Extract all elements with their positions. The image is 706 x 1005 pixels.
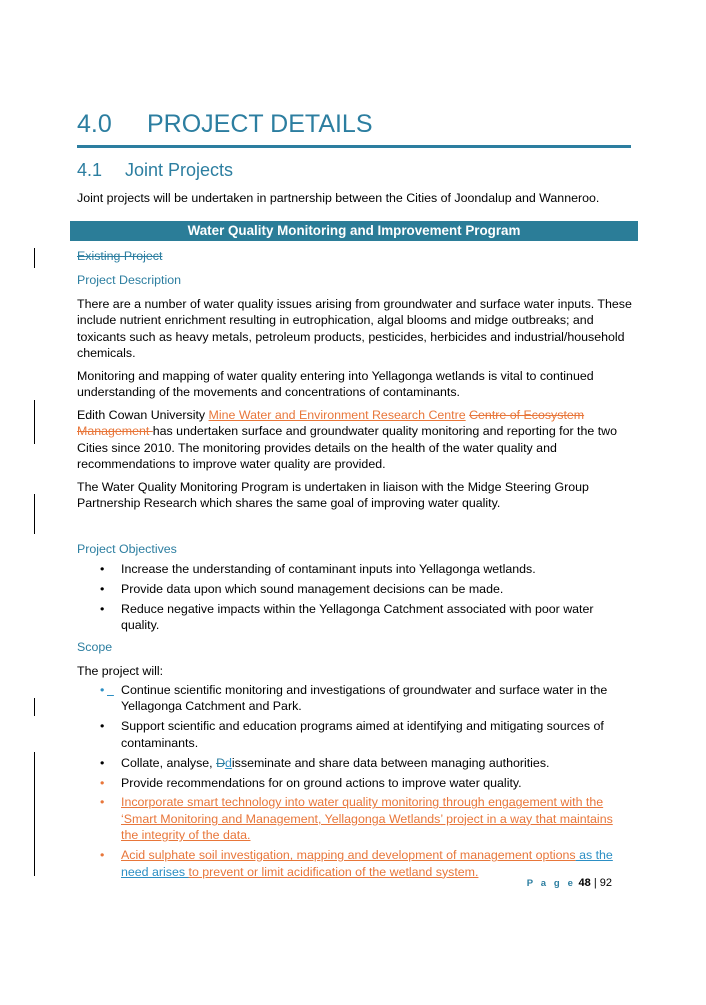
inserted-text: Acid sulphate soil investigation, mapping and development of management options (121, 848, 576, 863)
bullet: • (100, 848, 105, 863)
bullet: • (100, 755, 105, 770)
list-item-text: Support scientific and education programs aimed at identifying and mitigating sources of contaminants. (121, 719, 604, 750)
text-run: isseminate and share data between managing authorities. (231, 755, 550, 770)
list-item (77, 794, 632, 843)
inserted-text: as the need arises (121, 848, 613, 879)
program-banner: Water Quality Monitoring and Improvement Program (70, 221, 638, 241)
section-number: 4.0 (77, 110, 112, 138)
revision-bar (34, 752, 35, 876)
list-item (77, 755, 632, 771)
inserted-text: d (225, 755, 232, 770)
inserted-text: Incorporate smart technology into water quality monitoring through engagement with the ‘Smart Monitoring and Management, Yellagonga Wetlands’ project in a way that maintains the integrity of the data. (121, 795, 613, 843)
list-item-text: Increase the understanding of contaminant inputs into Yellagonga wetlands. (121, 562, 536, 576)
bullet: • (100, 683, 105, 697)
bullet: • (100, 719, 105, 734)
scope-list (77, 682, 632, 883)
page-label: P a g e (526, 878, 576, 889)
scope-lead: The project will: (77, 664, 164, 678)
page-separator: | (593, 877, 597, 889)
existing-project-label (77, 249, 162, 263)
bullet: • (100, 601, 105, 616)
bullet: • (100, 775, 105, 790)
heading-rule (77, 145, 631, 148)
list-item (77, 581, 632, 597)
deleted-text: Existing Project (77, 249, 163, 263)
bullet: • (100, 795, 105, 810)
subsection-number: 4.1 (77, 160, 103, 180)
list-item-text: Reduce negative impacts within the Yellagonga Catchment associated with poor water quality. (121, 601, 594, 633)
project-description-heading: Project Description (77, 273, 181, 287)
list-item (77, 561, 632, 577)
deleted-text: Centre of Ecosystem Management (77, 408, 585, 439)
list-item-text: Provide data upon which sound management decisions can be made. (121, 581, 504, 596)
revision-bar (34, 698, 35, 716)
description-paragraph-2: Monitoring and mapping of water quality entering into Yellagonga wetlands is vital to continued understanding of the movements and concentrations of contaminants. (77, 369, 594, 400)
deleted-text: D (216, 755, 226, 770)
description-paragraph-3 (77, 407, 632, 473)
scope-heading: Scope (77, 640, 113, 654)
list-item (77, 775, 632, 791)
bullet: • (100, 581, 105, 596)
page-footer (527, 877, 612, 889)
section-title: PROJECT DETAILS (147, 110, 373, 138)
intro-paragraph: Joint projects will be undertaken in partnership between the Cities of Joondalup and Wanneroo. (77, 191, 600, 205)
subsection-title: Joint Projects (125, 160, 234, 180)
list-item (77, 682, 632, 715)
project-objectives-heading: Project Objectives (77, 542, 177, 556)
text-run: Edith Cowan University (77, 408, 209, 422)
list-item (77, 601, 632, 634)
description-paragraph-1: There are a number of water quality issues arising from groundwater and surface water inputs. These include nutrient enrichment resulting in eutrophication, algal blooms and midge outbreaks; and toxicants such as heavy metals, petroleum products, pesticides, herbicides and industrial/household chemicals. (77, 297, 632, 361)
list-item (77, 718, 632, 751)
page-total: 92 (599, 877, 612, 889)
revision-bar (34, 248, 35, 268)
text-run: has undertaken surface and groundwater quality monitoring and reporting for the two Cities since 2010. The monitoring provides details on the health of the water quality and recommendations to improve water quality are provided. (77, 424, 618, 472)
list-item-text: Provide recommendations for on ground actions to improve water quality. (121, 775, 522, 790)
inserted-text: Mine Water and Environment Research Centre (208, 408, 466, 422)
list-item-text: Continue scientific monitoring and investigations of groundwater and surface water in the Yellagonga Catchment and Park. (121, 683, 608, 714)
text-run: Collate, analyse, (121, 755, 217, 770)
subsection-heading (77, 160, 233, 181)
description-paragraph-4: The Water Quality Monitoring Program is undertaken in liaison with the Midge Steering Group Partnership Research which shares the same goal of improving water quality. (77, 480, 589, 511)
list-item (77, 847, 632, 880)
inserted-text (107, 682, 114, 698)
inserted-text: to prevent or limit acidification of the wetland system. (188, 864, 479, 879)
objectives-list (77, 561, 632, 637)
section-heading (77, 110, 633, 139)
revision-bar (34, 400, 35, 444)
bullet: • (100, 562, 105, 576)
revision-bar (34, 494, 35, 534)
page-number: 48 (578, 877, 591, 889)
